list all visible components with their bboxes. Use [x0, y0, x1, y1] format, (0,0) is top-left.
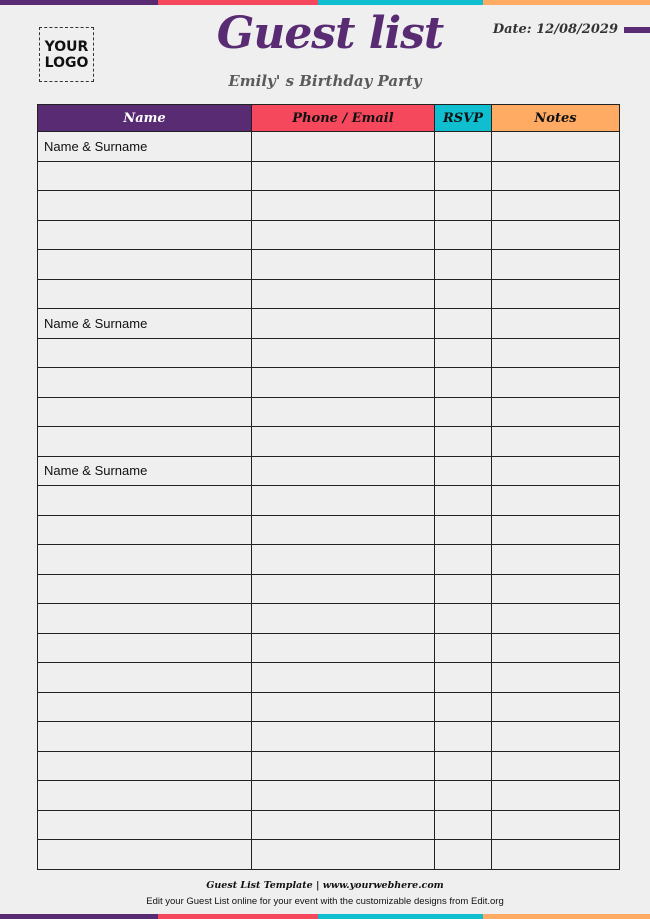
cell-phone-email[interactable]	[252, 427, 435, 457]
cell-name[interactable]	[38, 191, 252, 221]
stripe-segment-purple	[0, 914, 158, 919]
cell-notes[interactable]	[492, 574, 620, 604]
cell-rsvp[interactable]	[435, 692, 492, 722]
logo-line-1: YOUR	[44, 38, 89, 55]
cell-notes[interactable]	[492, 486, 620, 516]
cell-phone-email[interactable]	[252, 368, 435, 398]
cell-rsvp[interactable]	[435, 633, 492, 663]
cell-notes[interactable]	[492, 545, 620, 575]
table-header-row	[38, 105, 620, 132]
cell-notes[interactable]	[492, 456, 620, 486]
cell-notes[interactable]	[492, 368, 620, 398]
cell-rsvp[interactable]	[435, 338, 492, 368]
cell-notes[interactable]	[492, 279, 620, 309]
cell-name[interactable]	[38, 397, 252, 427]
cell-name[interactable]	[38, 161, 252, 191]
cell-name[interactable]	[38, 604, 252, 634]
cell-rsvp[interactable]	[435, 545, 492, 575]
column-header-notes: Notes	[492, 105, 620, 132]
footer-template-line: Guest List Template | www.yourwebhere.com	[206, 880, 444, 891]
cell-name[interactable]	[38, 663, 252, 693]
logo-line-2: LOGO	[44, 54, 89, 71]
top-color-stripe	[0, 0, 650, 5]
cell-phone-email[interactable]	[252, 309, 435, 339]
cell-notes[interactable]	[492, 604, 620, 634]
cell-notes[interactable]	[492, 515, 620, 545]
table-row	[38, 250, 620, 280]
table-row	[38, 840, 620, 870]
cell-name[interactable]: Name & Surname	[38, 132, 252, 162]
cell-phone-email[interactable]	[252, 574, 435, 604]
table-row	[38, 486, 620, 516]
cell-phone-email[interactable]	[252, 633, 435, 663]
cell-rsvp[interactable]	[435, 427, 492, 457]
event-date: Date: 12/08/2029	[492, 22, 618, 37]
stripe-segment-red	[158, 914, 318, 919]
cell-name[interactable]	[38, 810, 252, 840]
table-row	[38, 781, 620, 811]
table-row	[38, 427, 620, 457]
table-row	[38, 604, 620, 634]
table-row	[38, 574, 620, 604]
table-row	[38, 722, 620, 752]
cell-name[interactable]	[38, 574, 252, 604]
cell-rsvp[interactable]	[435, 456, 492, 486]
cell-notes[interactable]	[492, 751, 620, 781]
cell-name[interactable]	[38, 250, 252, 280]
cell-notes[interactable]	[492, 810, 620, 840]
cell-phone-email[interactable]	[252, 191, 435, 221]
cell-notes[interactable]	[492, 220, 620, 250]
cell-name[interactable]	[38, 633, 252, 663]
cell-phone-email[interactable]	[252, 751, 435, 781]
table-row	[38, 338, 620, 368]
cell-rsvp[interactable]	[435, 161, 492, 191]
cell-rsvp[interactable]	[435, 515, 492, 545]
table-row	[38, 397, 620, 427]
cell-rsvp[interactable]	[435, 604, 492, 634]
cell-name[interactable]	[38, 486, 252, 516]
cell-rsvp[interactable]	[435, 781, 492, 811]
cell-name[interactable]	[38, 692, 252, 722]
page-title: Guest list	[216, 8, 444, 59]
cell-phone-email[interactable]	[252, 545, 435, 575]
table-row	[38, 515, 620, 545]
cell-phone-email[interactable]	[252, 132, 435, 162]
cell-name[interactable]	[38, 781, 252, 811]
cell-rsvp[interactable]	[435, 368, 492, 398]
cell-notes[interactable]	[492, 663, 620, 693]
cell-rsvp[interactable]	[435, 810, 492, 840]
cell-phone-email[interactable]	[252, 279, 435, 309]
cell-name[interactable]	[38, 220, 252, 250]
cell-phone-email[interactable]	[252, 604, 435, 634]
cell-rsvp[interactable]	[435, 840, 492, 870]
cell-rsvp[interactable]	[435, 309, 492, 339]
cell-phone-email[interactable]	[252, 810, 435, 840]
cell-name[interactable]	[38, 279, 252, 309]
table-row	[38, 692, 620, 722]
event-subtitle: Emily' s Birthday Party	[228, 72, 422, 90]
stripe-segment-orange	[483, 914, 650, 919]
cell-rsvp[interactable]	[435, 751, 492, 781]
cell-rsvp[interactable]	[435, 220, 492, 250]
table-row	[38, 633, 620, 663]
table-row	[38, 161, 620, 191]
cell-name[interactable]: Name & Surname	[38, 309, 252, 339]
cell-phone-email[interactable]	[252, 663, 435, 693]
cell-phone-email[interactable]	[252, 781, 435, 811]
cell-phone-email[interactable]	[252, 486, 435, 516]
stripe-segment-teal	[318, 0, 483, 5]
cell-notes[interactable]	[492, 338, 620, 368]
cell-notes[interactable]	[492, 722, 620, 752]
cell-name[interactable]	[38, 515, 252, 545]
column-header-phone-email: Phone / Email	[252, 105, 435, 132]
cell-notes[interactable]	[492, 633, 620, 663]
cell-notes[interactable]	[492, 427, 620, 457]
cell-phone-email[interactable]	[252, 397, 435, 427]
table-row	[38, 810, 620, 840]
stripe-segment-purple	[0, 0, 158, 5]
table-row	[38, 545, 620, 575]
date-accent-bar	[624, 27, 650, 33]
column-header-name: Name	[38, 105, 252, 132]
table-row	[38, 368, 620, 398]
cell-phone-email[interactable]	[252, 220, 435, 250]
cell-name[interactable]	[38, 427, 252, 457]
footer-edit-line: Edit your Guest List online for your event with the customizable designs from Edit.org	[146, 896, 504, 907]
table-row	[38, 132, 620, 162]
table-row	[38, 456, 620, 486]
table-row	[38, 663, 620, 693]
cell-rsvp[interactable]	[435, 279, 492, 309]
cell-rsvp[interactable]	[435, 486, 492, 516]
cell-phone-email[interactable]	[252, 338, 435, 368]
cell-notes[interactable]	[492, 161, 620, 191]
cell-name[interactable]: Name & Surname	[38, 456, 252, 486]
cell-notes[interactable]	[492, 692, 620, 722]
cell-phone-email[interactable]	[252, 722, 435, 752]
cell-phone-email[interactable]	[252, 161, 435, 191]
table-row	[38, 220, 620, 250]
cell-notes[interactable]	[492, 132, 620, 162]
cell-name[interactable]	[38, 751, 252, 781]
bottom-color-stripe	[0, 914, 650, 919]
cell-name[interactable]	[38, 368, 252, 398]
cell-notes[interactable]	[492, 191, 620, 221]
cell-notes[interactable]	[492, 397, 620, 427]
column-header-rsvp: RSVP	[435, 105, 492, 132]
cell-phone-email[interactable]	[252, 692, 435, 722]
stripe-segment-teal	[318, 914, 483, 919]
cell-name[interactable]	[38, 722, 252, 752]
cell-phone-email[interactable]	[252, 515, 435, 545]
cell-rsvp[interactable]	[435, 132, 492, 162]
cell-rsvp[interactable]	[435, 722, 492, 752]
cell-name[interactable]	[38, 545, 252, 575]
table-row	[38, 191, 620, 221]
cell-rsvp[interactable]	[435, 250, 492, 280]
cell-notes[interactable]	[492, 781, 620, 811]
table-row	[38, 309, 620, 339]
cell-phone-email[interactable]	[252, 840, 435, 870]
stripe-segment-orange	[483, 0, 650, 5]
cell-notes[interactable]	[492, 840, 620, 870]
cell-rsvp[interactable]	[435, 574, 492, 604]
cell-phone-email[interactable]	[252, 456, 435, 486]
cell-rsvp[interactable]	[435, 191, 492, 221]
cell-name[interactable]	[38, 840, 252, 870]
cell-rsvp[interactable]	[435, 397, 492, 427]
cell-notes[interactable]	[492, 250, 620, 280]
table-row	[38, 751, 620, 781]
cell-name[interactable]	[38, 338, 252, 368]
cell-phone-email[interactable]	[252, 250, 435, 280]
cell-notes[interactable]	[492, 309, 620, 339]
cell-rsvp[interactable]	[435, 663, 492, 693]
stripe-segment-red	[158, 0, 318, 5]
table-row	[38, 279, 620, 309]
guest-table	[37, 104, 620, 870]
